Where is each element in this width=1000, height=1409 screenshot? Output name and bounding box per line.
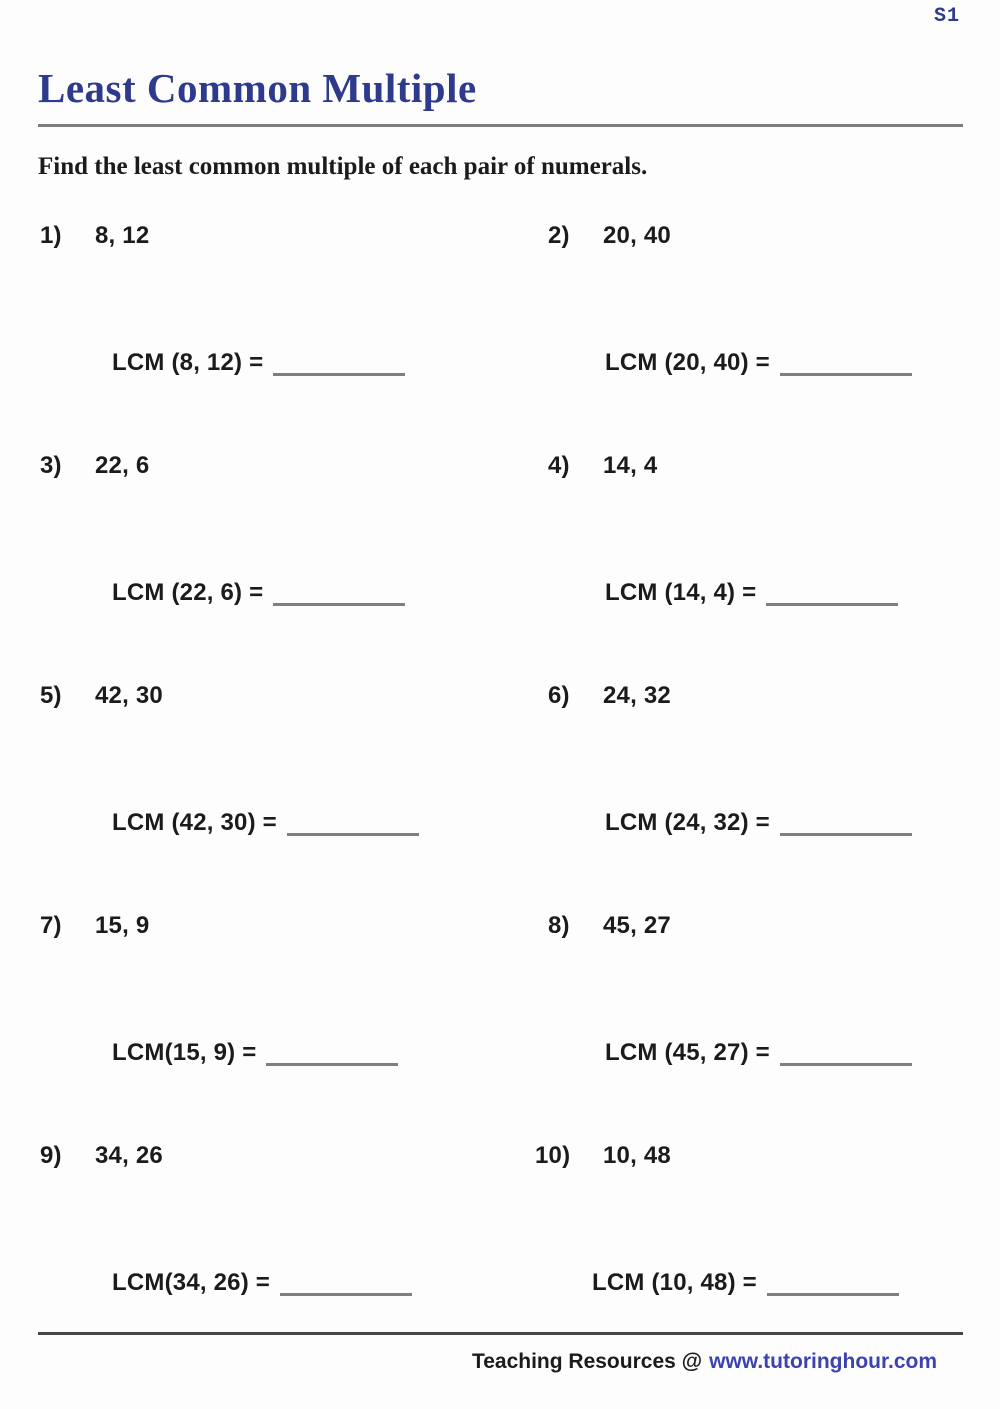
lcm-answer-row [605,1039,912,1067]
problem-pair: 8, 12 [95,222,150,249]
problem-number: 9) [40,1142,62,1169]
problem-statement [40,222,405,250]
answer-blank[interactable] [766,603,898,606]
problem-10 [535,1142,899,1297]
problem-pair: 42, 30 [95,682,163,709]
answer-blank[interactable] [273,373,405,376]
problem-pair: 10, 48 [603,1142,671,1169]
problem-number: 5) [40,682,62,709]
problem-statement [40,1142,412,1170]
answer-blank[interactable] [780,833,912,836]
lcm-answer-row [112,579,405,607]
footer-rule [38,1332,963,1335]
version-badge: S1 [933,5,960,28]
lcm-label: LCM (8, 12) = [112,349,264,376]
lcm-label: LCM(34, 26) = [112,1269,270,1296]
problem-pair: 20, 40 [603,222,671,249]
problem-pair: 45, 27 [603,912,671,939]
answer-blank[interactable] [780,373,912,376]
problem-statement [40,452,405,480]
footer-website-link[interactable]: www.tutoringhour.com [709,1350,937,1373]
lcm-answer-row [112,349,405,377]
problem-number: 1) [40,222,62,249]
problem-pair: 15, 9 [95,912,150,939]
problem-pair: 34, 26 [95,1142,163,1169]
lcm-label: LCM (10, 48) = [592,1269,757,1296]
problem-statement [535,1142,899,1170]
problem-1 [40,222,405,377]
answer-blank[interactable] [266,1063,398,1066]
problem-number: 7) [40,912,62,939]
problem-3 [40,452,405,607]
answer-blank[interactable] [287,833,419,836]
lcm-answer-row [112,1039,398,1067]
answer-blank[interactable] [273,603,405,606]
problem-number: 3) [40,452,62,479]
problem-number: 2) [548,222,570,249]
lcm-label: LCM (22, 6) = [112,579,264,606]
answer-blank[interactable] [280,1293,412,1296]
lcm-label: LCM (24, 32) = [605,809,770,836]
problem-statement [548,222,912,250]
problem-statement [548,912,912,940]
problem-pair: 14, 4 [603,452,658,479]
problem-statement [548,682,912,710]
lcm-answer-row [592,1269,899,1297]
footer-credit [472,1350,937,1374]
problem-2 [548,222,912,377]
lcm-answer-row [605,579,898,607]
problem-statement [40,912,398,940]
problem-9 [40,1142,412,1297]
problem-number: 8) [548,912,570,939]
problem-6 [548,682,912,837]
problem-8 [548,912,912,1067]
lcm-label: LCM (42, 30) = [112,809,277,836]
lcm-answer-row [112,1269,412,1297]
lcm-label: LCM (14, 4) = [605,579,757,606]
problem-pair: 24, 32 [603,682,671,709]
problem-7 [40,912,398,1067]
problem-4 [548,452,898,607]
lcm-answer-row [605,349,912,377]
title-rule [38,124,963,127]
problem-number: 10) [535,1142,571,1169]
answer-blank[interactable] [767,1293,899,1296]
problem-number: 6) [548,682,570,709]
problem-number: 4) [548,452,570,479]
problem-5 [40,682,419,837]
answer-blank[interactable] [780,1063,912,1066]
problem-pair: 22, 6 [95,452,150,479]
problem-statement [548,452,898,480]
lcm-label: LCM(15, 9) = [112,1039,257,1066]
footer-credit-text: Teaching Resources @ [471,1350,703,1373]
page-title: Least Common Multiple [38,65,477,111]
lcm-label: LCM (20, 40) = [605,349,770,376]
lcm-answer-row [605,809,912,837]
lcm-answer-row [112,809,419,837]
problem-statement [40,682,419,710]
lcm-label: LCM (45, 27) = [605,1039,770,1066]
instruction-text: Find the least common multiple of each pair of numerals. [38,153,648,180]
